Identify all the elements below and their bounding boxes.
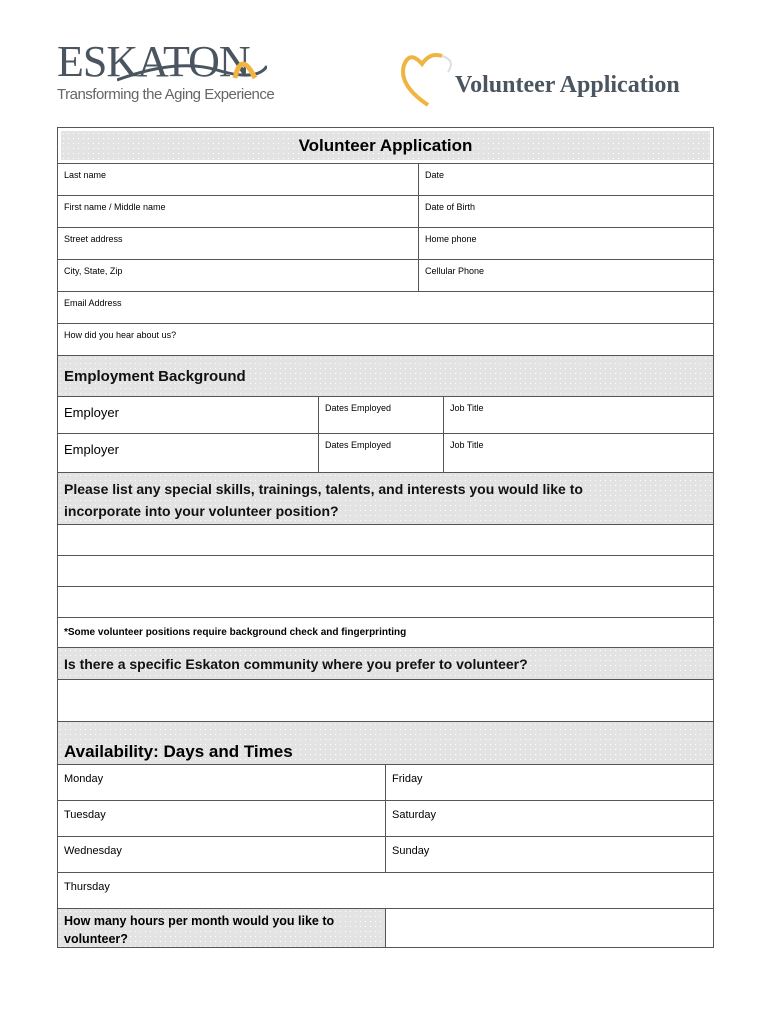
- skills-line[interactable]: [57, 524, 714, 556]
- dates-employed-field[interactable]: Dates Employed: [318, 433, 444, 473]
- logo-tagline: Transforming the Aging Experience: [57, 86, 275, 103]
- thursday-field[interactable]: Thursday: [57, 872, 714, 909]
- logo-swoosh-icon: [117, 48, 267, 88]
- job-title-field[interactable]: Job Title: [443, 433, 714, 473]
- background-check-note: *Some volunteer positions require background check and fingerprinting: [57, 617, 714, 648]
- monday-field[interactable]: Monday: [57, 764, 386, 801]
- header-title: Volunteer Application: [455, 72, 680, 98]
- employer-field[interactable]: Employer: [57, 396, 319, 434]
- heard-about-us-field[interactable]: How did you hear about us?: [57, 323, 714, 356]
- form-title: Volunteer Application: [61, 131, 710, 160]
- employer-field[interactable]: Employer: [57, 433, 319, 473]
- cell-phone-field[interactable]: Cellular Phone: [418, 259, 714, 292]
- email-field[interactable]: Email Address: [57, 291, 714, 324]
- logo-wordmark: ESKATON: [57, 37, 250, 86]
- dob-field[interactable]: Date of Birth: [418, 195, 714, 228]
- tuesday-field[interactable]: Tuesday: [57, 800, 386, 837]
- friday-field[interactable]: Friday: [385, 764, 714, 801]
- job-title-field[interactable]: Job Title: [443, 396, 714, 434]
- community-heading: Is there a specific Eskaton community where you prefer to volunteer?: [57, 647, 714, 680]
- home-phone-field[interactable]: Home phone: [418, 227, 714, 260]
- hours-question: How many hours per month would you like to volunteer?: [57, 908, 386, 948]
- hours-field[interactable]: [385, 908, 714, 948]
- skills-line[interactable]: [57, 555, 714, 587]
- skills-heading: Please list any special skills, trainings, talents, and interests you would like to incorporate into your volunteer position?: [57, 472, 714, 525]
- skills-line[interactable]: [57, 586, 714, 618]
- last-name-field[interactable]: Last name: [57, 163, 419, 196]
- dates-employed-field[interactable]: Dates Employed: [318, 396, 444, 434]
- first-name-field[interactable]: First name / Middle name: [57, 195, 419, 228]
- saturday-field[interactable]: Saturday: [385, 800, 714, 837]
- availability-heading: Availability: Days and Times: [57, 721, 714, 765]
- eskaton-logo: [57, 37, 277, 110]
- heart-icon: [398, 50, 458, 110]
- community-field[interactable]: [57, 679, 714, 722]
- sunday-field[interactable]: Sunday: [385, 836, 714, 873]
- form-title-row: [57, 127, 714, 164]
- street-field[interactable]: Street address: [57, 227, 419, 260]
- wednesday-field[interactable]: Wednesday: [57, 836, 386, 873]
- employment-heading: Employment Background: [57, 355, 714, 397]
- date-field[interactable]: Date: [418, 163, 714, 196]
- city-state-zip-field[interactable]: City, State, Zip: [57, 259, 419, 292]
